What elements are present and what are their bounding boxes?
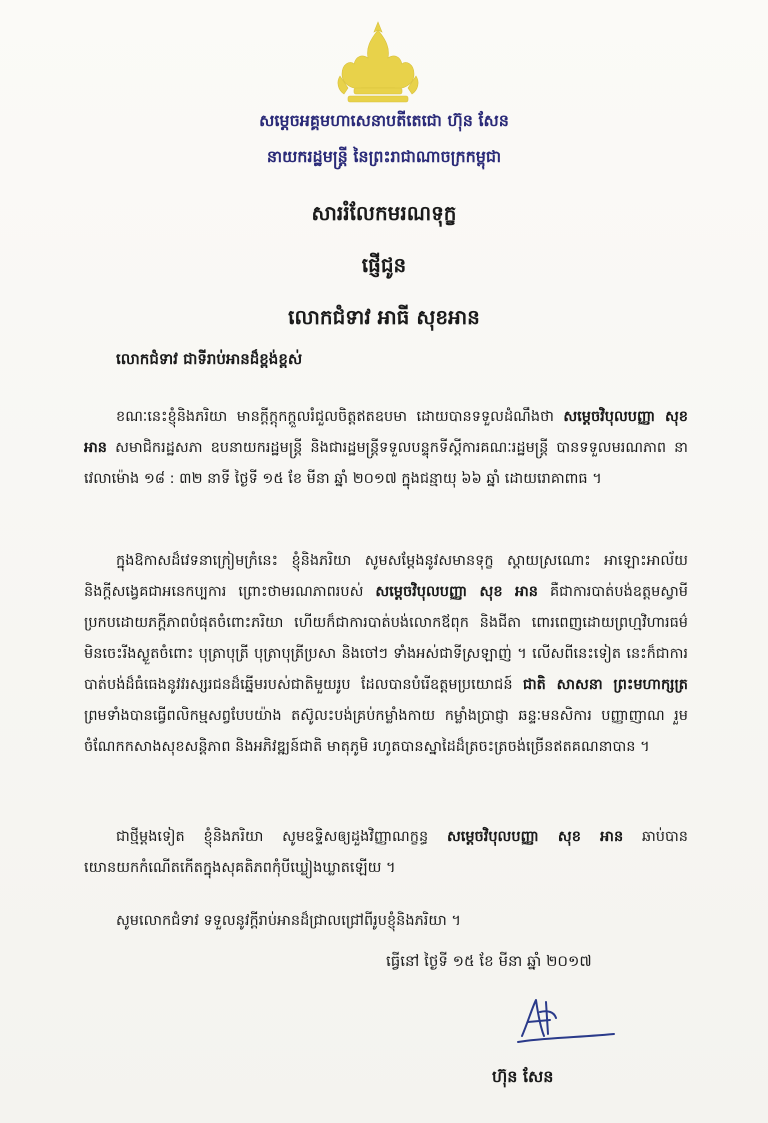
paragraph-1 — [84, 402, 688, 495]
paragraph-text: ឆាប់បានយោនយកកំណើតកើតក្នុងសុគតិភពកុំបីឃ្លៀងឃ្លាតឡើយ ។ — [84, 829, 688, 876]
sender-position: នាយករដ្ឋមន្ត្រី នៃព្រះរាជាណាចក្រកម្ពុជា — [266, 147, 502, 166]
recipient-name: លោកជំទាវ អាធី សុខអាន — [288, 305, 480, 329]
paragraph-text: គឺជាការបាត់បង់ឧត្តមស្វាមីប្រកបដោយភក្តីភាពបំផុតចំពោះភរិយា ហើយក៏ជាការបាត់បង់លោកឪពុក និងជីតា ពោរពេញដោយព្រហ្មវិហារធម៌មិនចេះរីងស្ងួតចំពោះ បុត្រាបុត្រី បុត្រាបុត្រីប្រសា និងចៅៗ ទាំងអស់ជាទីស្រឡាញ់ ។ លើសពីនេះទៀត នេះក៏ជាការបាត់បង់ដ៏ធំធេងនូវវរស្សរជនដ៏ឆ្នើមរបស់ជាតិមួយរូប ដែលបានបំរើឧត្តមប្រយោជន៍ — [84, 584, 689, 693]
paragraph-text: ខណៈនេះខ្ញុំនិងភរិយា មានក្តីក្តុកក្តួលរំជួលចិត្តឥតឧបមា ដោយបានទទួលដំណឹងថា — [116, 409, 564, 425]
signer-name: ហ៊ុន សែន — [492, 1067, 554, 1086]
letter-date: ធ្វើនៅ ថ្ងៃទី ១៥ ខែ មីនា ឆ្នាំ ២០១៧ — [386, 952, 592, 970]
bold-motto: ជាតិ សាសនា ព្រះមហាក្សត្រ — [522, 677, 688, 693]
paragraph-3 — [84, 822, 688, 884]
bold-name: សម្តេចវិបុលបញ្ញា សុខ អាន — [446, 829, 624, 845]
bold-name: សម្តេចវិបុលបញ្ញា សុខ អាន — [375, 584, 538, 600]
paragraph-2 — [84, 546, 688, 763]
bold-name: សម្តេចវិបុលបញ្ញា សុខ អាន — [84, 409, 688, 456]
paragraph-text: ក្នុងឱកាសដ៏វេទនាក្រៀមក្រំនេះ ខ្ញុំនិងភរិយា សូមសម្តែងនូវសមានទុក្ខ ស្តាយស្រណោះ អាឡោះអាល័យ និងក្តីសង្វេគជាអនេកប្បការ ព្រោះថាមរណភាពរបស់ — [84, 553, 688, 600]
sender-title: សម្តេចអគ្គមហាសេនាបតីតេជោ ហ៊ុន សែន — [259, 111, 509, 130]
paragraph-text: ជាថ្មីម្តងទៀត ខ្ញុំនិងភរិយា សូមឧទ្ទិសឲ្យដួងវិញ្ញាណក្ខន្ធ — [116, 829, 447, 845]
handwritten-signature — [510, 992, 620, 1052]
letter-subtitle: ផ្ញើជូន — [361, 253, 407, 277]
royal-emblem-icon — [334, 18, 422, 108]
salutation: លោកជំទាវ ជាទីរាប់អានដ៏ខ្ពង់ខ្ពស់ — [116, 350, 303, 368]
paragraph-4: សូមលោកជំទាវ ទទួលនូវក្តីរាប់អានដ៏ជ្រាលជ្រៅពីរូបខ្ញុំនិងភរិយា ។ — [116, 913, 461, 929]
paragraph-text: សមាជិករដ្ឋសភា ឧបនាយករដ្ឋមន្ត្រី និងជារដ្ឋមន្ត្រីទទួលបន្ទុកទីស្តីការគណៈរដ្ឋមន្ត្រី បានទទួលមរណភាព នាវេលាម៉ោង ១៨ : ៣២ នាទី ថ្ងៃទី ១៥ ខែ មីនា ឆ្នាំ ២០១៧ ក្នុងជន្មាយុ ៦៦ ឆ្នាំ ដោយរោគាពាធ ។ — [84, 440, 688, 487]
letter-title: សាររំលែកមរណទុក្ខ — [311, 201, 457, 225]
paragraph-text: ព្រមទាំងបានធ្វើពលិកម្មសព្វបែបយ៉ាង តស៊ូលះបង់គ្រប់កម្លាំងកាយ កម្លាំងប្រាជ្ញា ឆន្ទៈមនសិការ បញ្ញាញាណ រួមចំណែកកសាងសុខសន្តិភាព និងអភិវឌ្ឍន៍ជាតិ មាតុភូមិ រហូតបានស្នាដៃដ៏ត្រចះត្រចង់ច្រើនឥតគណនាបាន ។ — [84, 708, 688, 755]
